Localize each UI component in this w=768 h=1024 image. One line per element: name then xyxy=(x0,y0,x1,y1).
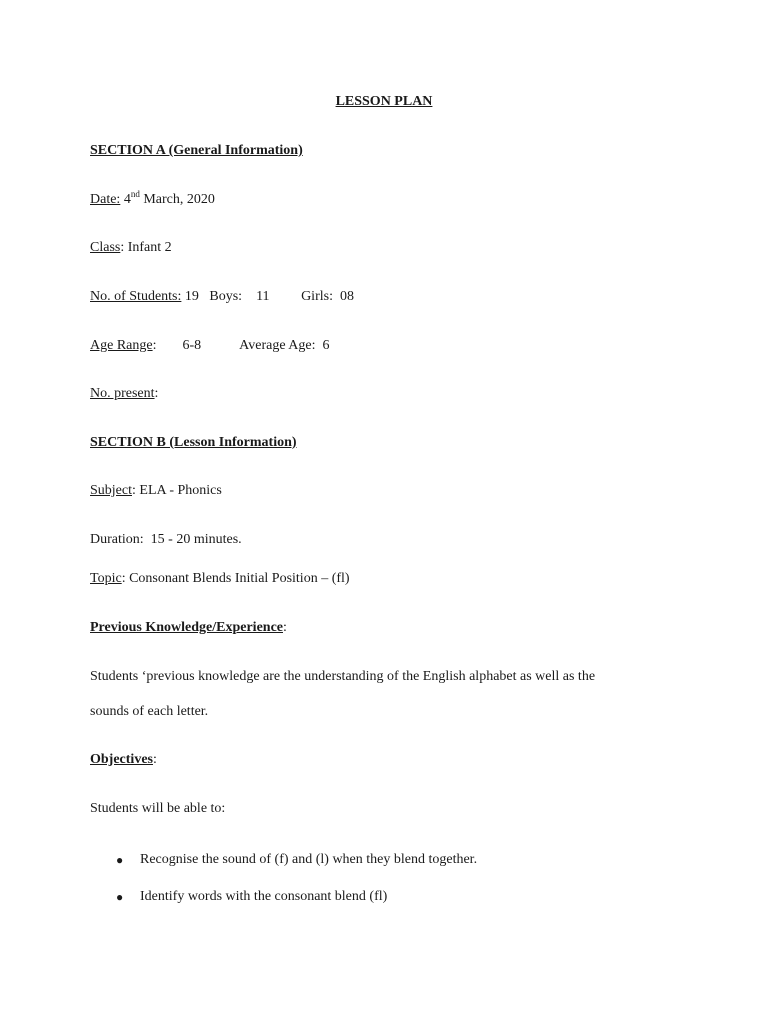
objectives-colon: : xyxy=(152,752,157,767)
age-value: 6-8 xyxy=(182,338,202,353)
topic-label: Topic xyxy=(90,571,122,586)
previous-knowledge-line-1: Students ‘previous knowledge are the understanding of the English alphabet as well as the xyxy=(90,669,596,684)
present-row xyxy=(90,386,158,402)
previous-knowledge-heading-row xyxy=(90,620,287,636)
bullet-icon: ● xyxy=(116,890,124,904)
date-value: March, 2020 xyxy=(143,192,215,207)
bullet-icon: ● xyxy=(116,853,124,867)
document-title: LESSON PLAN xyxy=(335,94,433,109)
subject-row xyxy=(90,483,222,499)
date-label: Date: xyxy=(90,192,121,207)
objective-item: Identify words with the consonant blend (fl) xyxy=(140,889,388,904)
objectives-heading: Objectives xyxy=(90,752,153,767)
objective-item: Recognise the sound of (f) and (l) when they blend together. xyxy=(140,852,478,867)
present-colon: : xyxy=(154,386,159,401)
objectives-heading-row xyxy=(90,752,157,768)
girls-value: 08 xyxy=(339,289,354,304)
subject-value: : ELA - Phonics xyxy=(132,483,222,498)
class-row xyxy=(90,240,172,256)
students-value: 19 xyxy=(184,289,199,304)
topic-value: : Consonant Blends Initial Position – (fl) xyxy=(121,571,350,586)
subject-label: Subject xyxy=(90,483,132,498)
section-a-heading: SECTION A (General Information) xyxy=(90,143,303,158)
date-row xyxy=(90,189,215,208)
topic-row xyxy=(90,571,350,587)
age-row xyxy=(90,338,329,354)
age-label: Age Range xyxy=(90,338,153,353)
previous-knowledge-heading: Previous Knowledge/Experience xyxy=(90,620,283,635)
previous-knowledge-line-2: sounds of each letter. xyxy=(90,704,209,719)
girls-label: Girls: xyxy=(301,289,333,304)
class-label: Class xyxy=(90,240,121,255)
previous-knowledge-colon: : xyxy=(283,620,287,635)
age-colon: : xyxy=(152,338,157,353)
present-label: No. present xyxy=(90,386,155,401)
boys-value: 11 xyxy=(256,289,270,304)
duration-row: Duration: 15 - 20 minutes. xyxy=(90,532,242,547)
average-age-label: Average Age: xyxy=(239,338,316,353)
boys-label: Boys: xyxy=(209,289,243,304)
date-day: 4 xyxy=(123,192,131,207)
date-suffix: nd xyxy=(130,189,140,199)
students-label: No. of Students: xyxy=(90,289,182,304)
section-b-heading: SECTION B (Lesson Information) xyxy=(90,435,297,450)
class-value: : Infant 2 xyxy=(120,240,172,255)
objectives-intro: Students will be able to: xyxy=(90,801,226,816)
students-row xyxy=(90,289,354,305)
average-age-value: 6 xyxy=(322,338,330,353)
